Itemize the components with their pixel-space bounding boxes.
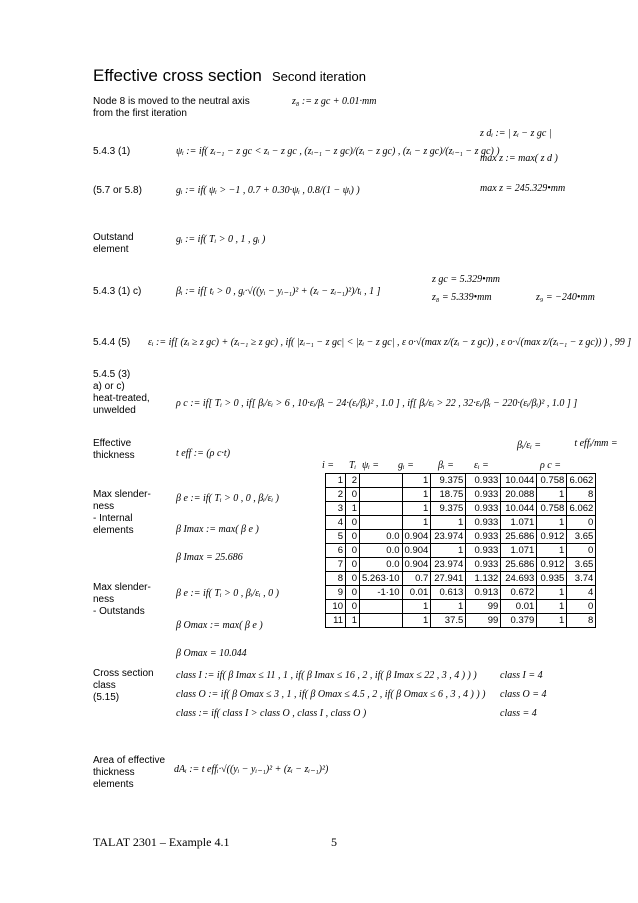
beta-omax-formula: β Omax := max( β e ) bbox=[176, 620, 263, 631]
table-cell: 27.941 bbox=[431, 572, 466, 586]
table-cell: 1.071 bbox=[501, 544, 537, 558]
table-row bbox=[326, 600, 596, 614]
table-row bbox=[326, 586, 596, 600]
table-row bbox=[326, 572, 596, 586]
zd-formula: z dᵢ := | zᵢ − z gc | bbox=[480, 128, 552, 139]
table-cell: 1 bbox=[537, 614, 567, 628]
node-note: Node 8 is moved to the neutral axis from the first iteration bbox=[93, 96, 250, 119]
class-i-formula: class I := if( β Imax ≤ 11 , 1 , if( β Imax ≤ 16 , 2 , if( β Imax ≤ 22 , 3 , 4 ) ) ) bbox=[176, 670, 477, 681]
table-row bbox=[326, 502, 596, 516]
table-cell: 0.01 bbox=[402, 586, 431, 600]
table-cell: 2 bbox=[326, 488, 346, 502]
class-result: class = 4 bbox=[500, 708, 537, 719]
table-cell: 0 bbox=[346, 488, 360, 502]
table-cell: 0.758 bbox=[537, 502, 567, 516]
beta-omax-result: β Omax = 10.044 bbox=[176, 648, 247, 659]
teff-formula: t eff := (ρ c·t) bbox=[176, 448, 231, 459]
table-cell: 1 bbox=[537, 544, 567, 558]
table-cell: 0.01 bbox=[501, 600, 537, 614]
table-cell: 4 bbox=[567, 586, 596, 600]
table-cell bbox=[360, 474, 403, 488]
table-row bbox=[326, 516, 596, 530]
table-cell: 9.375 bbox=[431, 502, 466, 516]
table-cell: 6.062 bbox=[567, 502, 596, 516]
table-row bbox=[326, 558, 596, 572]
section-543-1c: 5.4.3 (1) c) bbox=[93, 286, 142, 297]
dA-formula: dAᵢ := t effᵢ·√((yᵢ − yᵢ₋₁)² + (zᵢ − zᵢ₋₁)²) bbox=[174, 764, 329, 775]
eps-formula: εᵢ := if[ (zᵢ ≥ z gc) + (zᵢ₋₁ ≥ z gc) , if( |zᵢ₋₁ − z gc| < |zᵢ − z gc| , ε o·√(max z/(zᵢ − z gc)) , ε o·√(max z/(zᵢ₋₁ − z gc)) ) , 99 ] bbox=[148, 337, 632, 348]
class-i-result: class I = 4 bbox=[500, 670, 543, 681]
section-57-58: (5.7 or 5.8) bbox=[93, 185, 142, 196]
table-cell: 5 bbox=[326, 530, 346, 544]
table-cell: 0.758 bbox=[537, 474, 567, 488]
zgc-result: z gc = 5.329•mm bbox=[432, 274, 501, 285]
table-cell: 1 bbox=[431, 600, 466, 614]
table-cell: 18.75 bbox=[431, 488, 466, 502]
table-cell: 0.904 bbox=[402, 530, 431, 544]
table-cell: 37.5 bbox=[431, 614, 466, 628]
table-cell: 0 bbox=[346, 600, 360, 614]
maxz-formula: max z := max( z d ) bbox=[480, 153, 558, 164]
section-544-5: 5.4.4 (5) bbox=[93, 337, 131, 348]
header-beta-eps: βᵢ/εᵢ = bbox=[516, 440, 542, 451]
table-cell: 4 bbox=[326, 516, 346, 530]
table-cell: 0.379 bbox=[501, 614, 537, 628]
table-cell: 0.912 bbox=[537, 558, 567, 572]
table-cell: 1 bbox=[402, 488, 431, 502]
table-cell: 0.933 bbox=[466, 474, 501, 488]
table-cell: 9 bbox=[326, 586, 346, 600]
table-cell: 1 bbox=[537, 488, 567, 502]
table-cell bbox=[360, 516, 403, 530]
max-outstands-label: Max slender- ness - Outstands bbox=[93, 582, 151, 617]
header-g: gᵢ = bbox=[398, 460, 414, 471]
table-cell: 0.613 bbox=[431, 586, 466, 600]
table-row bbox=[326, 530, 596, 544]
table-cell: 25.686 bbox=[501, 558, 537, 572]
table-cell: 1 bbox=[402, 516, 431, 530]
table-cell: 20.088 bbox=[501, 488, 537, 502]
table-cell: 0.933 bbox=[466, 516, 501, 530]
table-cell: 3 bbox=[326, 502, 346, 516]
table-cell: 1 bbox=[402, 502, 431, 516]
table-row bbox=[326, 614, 596, 628]
table-cell: 10.044 bbox=[501, 502, 537, 516]
table-cell: 1 bbox=[326, 474, 346, 488]
table-cell: 0 bbox=[567, 516, 596, 530]
section-545-3: 5.4.5 (3) a) or c) heat-treated, unwelded bbox=[93, 369, 150, 416]
table-cell: 0.0 bbox=[360, 530, 403, 544]
table-cell bbox=[360, 488, 403, 502]
header-eps: εᵢ = bbox=[474, 460, 489, 471]
results-table bbox=[325, 473, 596, 628]
table-cell: 1 bbox=[346, 614, 360, 628]
table-cell: 0.904 bbox=[402, 558, 431, 572]
table-cell: 3.65 bbox=[567, 530, 596, 544]
table-cell: 1 bbox=[402, 600, 431, 614]
table-row bbox=[326, 488, 596, 502]
table-cell: 0.935 bbox=[537, 572, 567, 586]
page-subtitle: Second iteration bbox=[272, 69, 366, 84]
table-cell: 0.7 bbox=[402, 572, 431, 586]
table-cell: 1 bbox=[431, 544, 466, 558]
table-cell: 0 bbox=[346, 586, 360, 600]
table-cell: 3.74 bbox=[567, 572, 596, 586]
outstand-label: Outstand element bbox=[93, 232, 134, 255]
table-cell: 1 bbox=[537, 586, 567, 600]
max-internal-label: Max slender- ness - Internal elements bbox=[93, 489, 151, 536]
table-cell: 0.933 bbox=[466, 544, 501, 558]
table-cell: 5.263·10 bbox=[360, 572, 403, 586]
header-rho: ρ c = bbox=[540, 460, 561, 471]
class-formula: class := if( class I > class O , class I , class O ) bbox=[176, 708, 367, 719]
table-cell: 0.933 bbox=[466, 488, 501, 502]
beta-e-outstand-formula: β e := if( Tᵢ > 0 , βᵢ/εᵢ , 0 ) bbox=[176, 588, 279, 599]
header-i: i = bbox=[322, 460, 335, 471]
table-cell: 24.693 bbox=[501, 572, 537, 586]
table-cell: 0.933 bbox=[466, 558, 501, 572]
table-cell: 8 bbox=[567, 488, 596, 502]
table-cell: 0.933 bbox=[466, 502, 501, 516]
cross-section-class-label: Cross section class (5.15) bbox=[93, 668, 154, 703]
table-cell: 0.913 bbox=[466, 586, 501, 600]
table-cell: 1 bbox=[431, 516, 466, 530]
beta-e-internal-formula: β e := if( Tᵢ > 0 , 0 , βᵢ/εᵢ ) bbox=[176, 493, 279, 504]
beta-imax-result: β Imax = 25.686 bbox=[176, 552, 243, 563]
table-cell: 0.672 bbox=[501, 586, 537, 600]
table-cell: 0.904 bbox=[402, 544, 431, 558]
table-cell: 0 bbox=[346, 558, 360, 572]
table-cell bbox=[360, 600, 403, 614]
table-cell: 7 bbox=[326, 558, 346, 572]
table-cell: 99 bbox=[466, 614, 501, 628]
section-543-1: 5.4.3 (1) bbox=[93, 146, 131, 157]
footer-doc-id: TALAT 2301 – Example 4.1 bbox=[93, 835, 230, 849]
table-cell: 10 bbox=[326, 600, 346, 614]
table-cell: 11 bbox=[326, 614, 346, 628]
table-cell: 23.974 bbox=[431, 530, 466, 544]
table-cell: 1.071 bbox=[501, 516, 537, 530]
table-cell: 0 bbox=[567, 544, 596, 558]
table-cell: 8 bbox=[326, 572, 346, 586]
class-o-result: class O = 4 bbox=[500, 689, 547, 700]
header-teff: t effᵢ/mm = bbox=[574, 438, 618, 449]
page-title: Effective cross section bbox=[93, 66, 262, 85]
table-cell: 1.132 bbox=[466, 572, 501, 586]
footer-page-number: 5 bbox=[331, 835, 337, 849]
table-cell: 1 bbox=[537, 516, 567, 530]
table-row bbox=[326, 544, 596, 558]
table-cell bbox=[360, 614, 403, 628]
g-formula: gᵢ := if( ψᵢ > −1 , 0.7 + 0.30·ψᵢ , 0.8/(1 − ψᵢ) ) bbox=[176, 185, 360, 196]
beta-formula: βᵢ := if[ tᵢ > 0 , gᵢ·√((yᵢ − yᵢ₋₁)² + (zᵢ − zᵢ₋₁)²)/tᵢ , 1 ] bbox=[176, 286, 381, 297]
table-cell: 0 bbox=[346, 516, 360, 530]
table-cell: 3.65 bbox=[567, 558, 596, 572]
table-cell: 0.0 bbox=[360, 558, 403, 572]
table-cell: 0 bbox=[346, 572, 360, 586]
psi-formula: ψᵢ := if( zᵢ₋₁ − z gc < zᵢ − z gc , (zᵢ₋₁ − z gc)/(zᵢ − z gc) , (zᵢ − z gc)/(zᵢ₋₁ − z gc) ) bbox=[176, 146, 500, 157]
table-cell: 25.686 bbox=[501, 530, 537, 544]
header-psi: ψᵢ = bbox=[362, 460, 380, 471]
beta-imax-formula: β Imax := max( β e ) bbox=[176, 524, 259, 535]
table-cell: 10.044 bbox=[501, 474, 537, 488]
z9-result: z₉ = −240•mm bbox=[536, 292, 595, 303]
header-T: Tᵢ bbox=[349, 460, 357, 471]
table-cell: 23.974 bbox=[431, 558, 466, 572]
table-row bbox=[326, 474, 596, 488]
table-cell: 6 bbox=[326, 544, 346, 558]
table-cell: 0 bbox=[346, 544, 360, 558]
class-o-formula: class O := if( β Omax ≤ 3 , 1 , if( β Omax ≤ 4.5 , 2 , if( β Omax ≤ 6 , 3 , 4 ) ) ) bbox=[176, 689, 486, 700]
table-cell: -1·10 bbox=[360, 586, 403, 600]
table-cell: 1 bbox=[537, 600, 567, 614]
eff-thickness-label: Effective thickness bbox=[93, 438, 135, 461]
table-cell: 8 bbox=[567, 614, 596, 628]
table-cell: 0.933 bbox=[466, 530, 501, 544]
table-cell: 1 bbox=[402, 474, 431, 488]
table-cell: 99 bbox=[466, 600, 501, 614]
g-outstand-formula: gᵢ := if( Tᵢ > 0 , 1 , gᵢ ) bbox=[176, 234, 266, 245]
table-cell: 0.912 bbox=[537, 530, 567, 544]
table-cell: 0 bbox=[346, 530, 360, 544]
maxz-result: max z = 245.329•mm bbox=[480, 183, 566, 194]
z8-definition: z₈ := z gc + 0.01·mm bbox=[292, 96, 377, 107]
table-cell bbox=[360, 502, 403, 516]
table-cell: 2 bbox=[346, 474, 360, 488]
table-cell: 0 bbox=[567, 600, 596, 614]
header-beta: βᵢ = bbox=[438, 460, 454, 471]
table-cell: 1 bbox=[402, 614, 431, 628]
area-eff-label: Area of effective thickness elements bbox=[93, 755, 166, 790]
table-cell: 6.062 bbox=[567, 474, 596, 488]
table-cell: 9.375 bbox=[431, 474, 466, 488]
table-cell: 1 bbox=[346, 502, 360, 516]
z8-result: z₈ = 5.339•mm bbox=[432, 292, 492, 303]
rho-formula: ρ c := if[ Tᵢ > 0 , if[ βᵢ/εᵢ > 6 , 10·εᵢ/βᵢ − 24·(εᵢ/βᵢ)² , 1.0 ] , if[ βᵢ/εᵢ > 22 , 32·εᵢ/βᵢ − 220·(εᵢ/βᵢ)² , 1.0 ] ] bbox=[176, 398, 578, 409]
table-cell: 0.0 bbox=[360, 544, 403, 558]
